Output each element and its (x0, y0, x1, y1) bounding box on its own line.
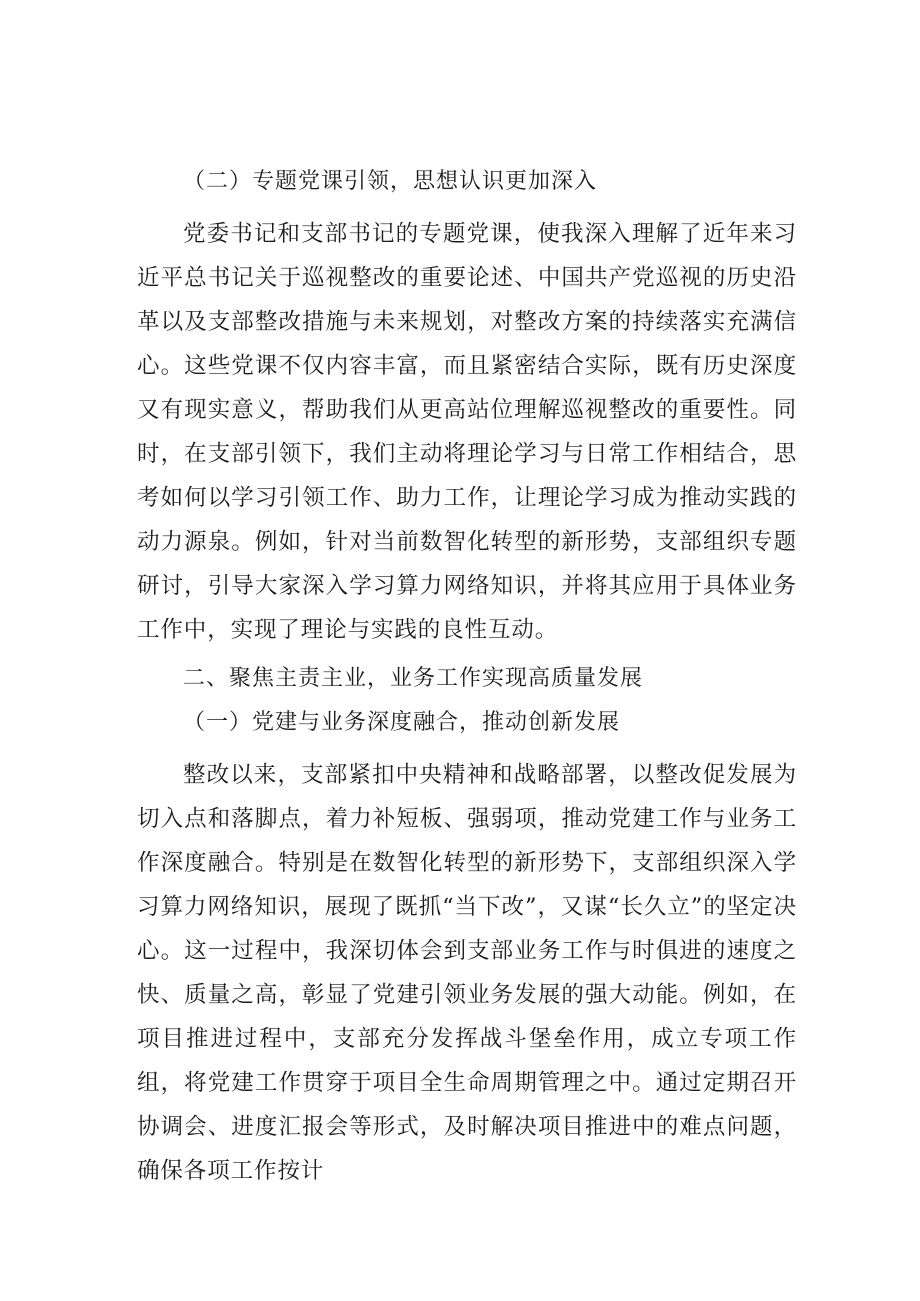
heading-section-two: 二、聚焦主责主业，业务工作实现高质量发展 (183, 666, 644, 691)
subheading-party-lecture: （二）专题党课引领，思想认识更加深入 (183, 169, 598, 194)
document-body (137, 160, 797, 1193)
subheading-integration: （一）党建与业务深度融合，推动创新发展 (183, 710, 621, 735)
paragraph-party-lecture: 党委书记和支部书记的专题党课，使我深入理解了近年来习近平总书记关于巡视整改的重要论述、中国共产党巡视的历史沿革以及支部整改措施与未来规划，对整改方案的持续落实充满信心。这些党课不仅内容丰富，而且紧密结合实际，既有历史深度又有现实意义，帮助我们从更高站位理解巡视整改的重要性。同时，在支部引领下，我们主动将理论学习与日常工作相结合，思考如何以学习引领工作、助力工作，让理论学习成为推动实践的动力源泉。例如，针对当前数智化转型的新形势，支部组织专题研讨，引导大家深入学习算力网络知识，并将其应用于具体业务工作中，实现了理论与实践的良性互动。 (137, 221, 797, 643)
paragraph-integration: 整改以来，支部紧扣中央精神和战略部署，以整改促发展为切入点和落脚点，着力补短板、强弱项，推动党建工作与业务工作深度融合。特别是在数智化转型的新形势下，支部组织深入学习算力网络知识，展现了既抓“当下改”，又谋“长久立”的坚定决心。这一过程中，我深切体会到支部业务工作与时俱进的速度之快、质量之高，彰显了党建引领业务发展的强大动能。例如，在项目推进过程中，支部充分发挥战斗堡垒作用，成立专项工作组，将党建工作贯穿于项目全生命周期管理之中。通过定期召开协调会、进度汇报会等形式，及时解决项目推进中的难点问题，确保各项工作按计 (137, 762, 797, 1184)
